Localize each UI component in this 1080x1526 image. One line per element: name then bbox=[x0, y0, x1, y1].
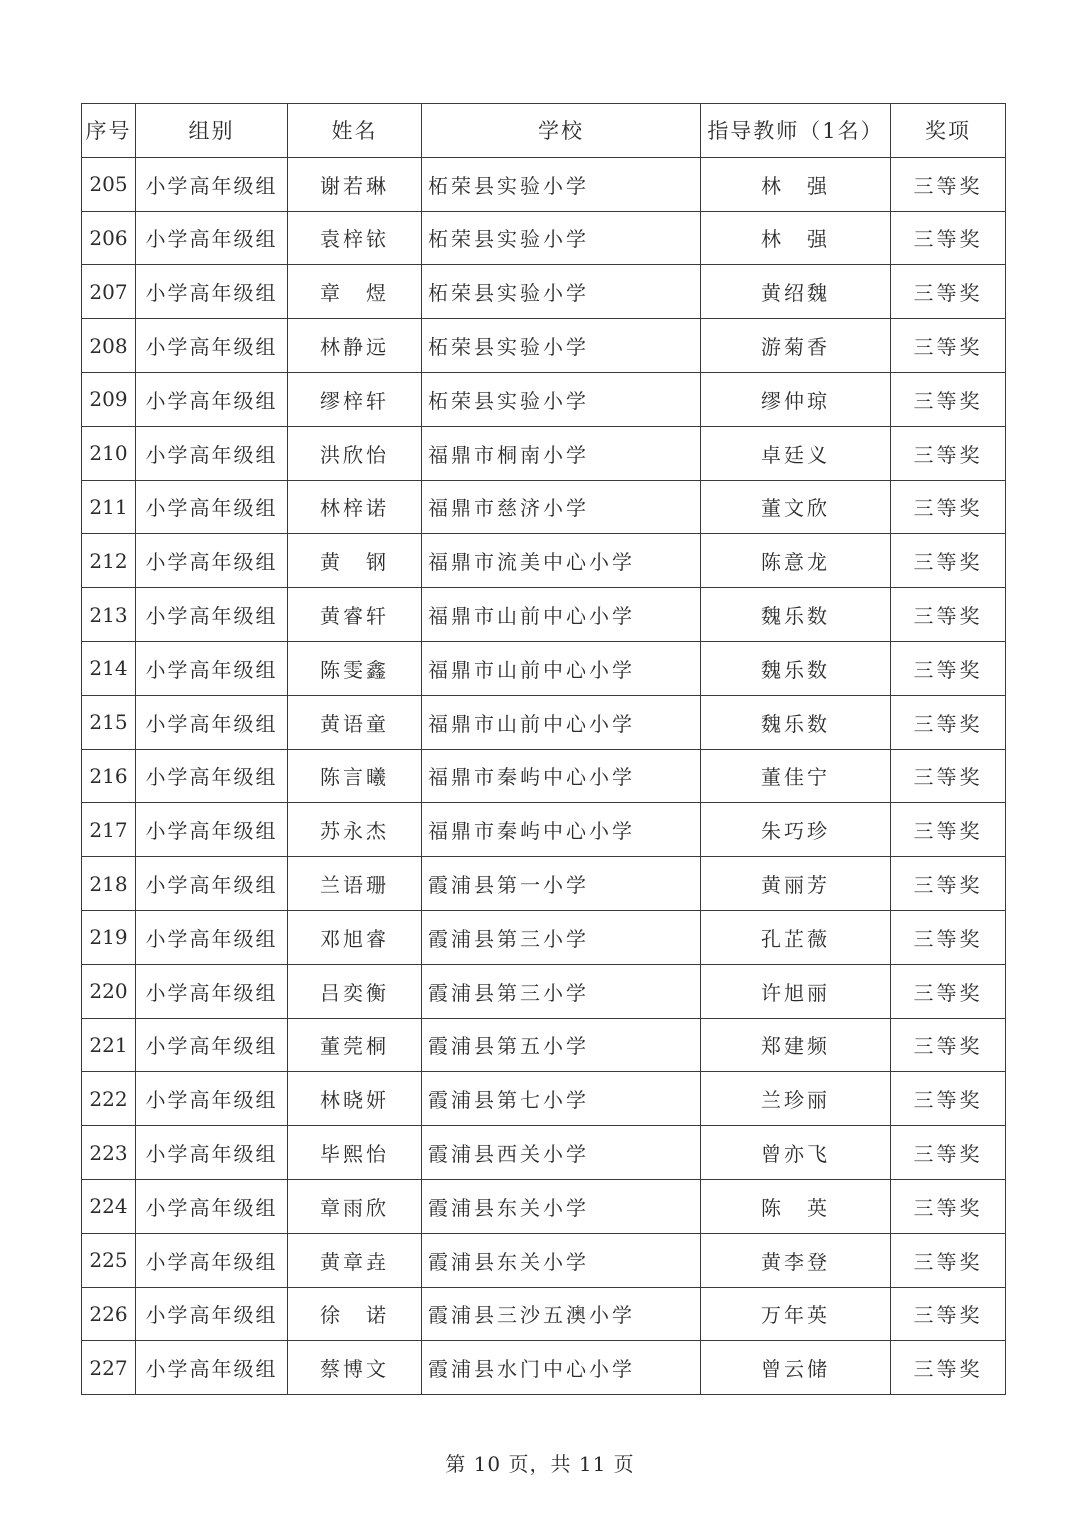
cell-teacher: 兰珍丽 bbox=[701, 1072, 891, 1126]
cell-teacher: 万年英 bbox=[701, 1287, 891, 1341]
cell-name: 林梓诺 bbox=[288, 480, 422, 534]
cell-name: 袁梓铱 bbox=[288, 211, 422, 265]
cell-award: 三等奖 bbox=[891, 211, 1006, 265]
cell-no: 226 bbox=[82, 1287, 136, 1341]
cell-award: 三等奖 bbox=[891, 803, 1006, 857]
table-header-row bbox=[82, 104, 1006, 158]
cell-group: 小学高年级组 bbox=[136, 1018, 288, 1072]
cell-school: 柘荣县实验小学 bbox=[422, 265, 701, 319]
cell-school: 福鼎市山前中心小学 bbox=[422, 641, 701, 695]
cell-group: 小学高年级组 bbox=[136, 964, 288, 1018]
table-row bbox=[82, 910, 1006, 964]
cell-school: 霞浦县西关小学 bbox=[422, 1126, 701, 1180]
cell-no: 224 bbox=[82, 1179, 136, 1233]
header-teacher: 指导教师（1名） bbox=[701, 104, 891, 158]
cell-teacher: 林 强 bbox=[701, 211, 891, 265]
cell-no: 227 bbox=[82, 1341, 136, 1395]
cell-no: 209 bbox=[82, 372, 136, 426]
cell-no: 222 bbox=[82, 1072, 136, 1126]
cell-teacher: 朱巧珍 bbox=[701, 803, 891, 857]
cell-award: 三等奖 bbox=[891, 1233, 1006, 1287]
cell-teacher: 黄李登 bbox=[701, 1233, 891, 1287]
cell-teacher: 魏乐数 bbox=[701, 588, 891, 642]
cell-no: 205 bbox=[82, 157, 136, 211]
cell-name: 蔡博文 bbox=[288, 1341, 422, 1395]
cell-teacher: 许旭丽 bbox=[701, 964, 891, 1018]
table-row bbox=[82, 1126, 1006, 1180]
cell-no: 215 bbox=[82, 695, 136, 749]
cell-no: 213 bbox=[82, 588, 136, 642]
cell-teacher: 孔芷薇 bbox=[701, 910, 891, 964]
cell-name: 兰语珊 bbox=[288, 857, 422, 911]
table-row bbox=[82, 803, 1006, 857]
cell-name: 吕奕衡 bbox=[288, 964, 422, 1018]
cell-name: 章 煜 bbox=[288, 265, 422, 319]
cell-no: 211 bbox=[82, 480, 136, 534]
table-row bbox=[82, 480, 1006, 534]
cell-teacher: 董文欣 bbox=[701, 480, 891, 534]
table-row bbox=[82, 426, 1006, 480]
cell-teacher: 黄丽芳 bbox=[701, 857, 891, 911]
cell-school: 霞浦县水门中心小学 bbox=[422, 1341, 701, 1395]
cell-group: 小学高年级组 bbox=[136, 695, 288, 749]
table-row bbox=[82, 157, 1006, 211]
header-award: 奖项 bbox=[891, 104, 1006, 158]
cell-no: 218 bbox=[82, 857, 136, 911]
cell-no: 210 bbox=[82, 426, 136, 480]
header-name: 姓名 bbox=[288, 104, 422, 158]
cell-award: 三等奖 bbox=[891, 480, 1006, 534]
cell-school: 柘荣县实验小学 bbox=[422, 211, 701, 265]
cell-group: 小学高年级组 bbox=[136, 1072, 288, 1126]
cell-school: 福鼎市山前中心小学 bbox=[422, 695, 701, 749]
cell-name: 章雨欣 bbox=[288, 1179, 422, 1233]
cell-no: 208 bbox=[82, 319, 136, 373]
cell-group: 小学高年级组 bbox=[136, 910, 288, 964]
table-row bbox=[82, 1179, 1006, 1233]
cell-group: 小学高年级组 bbox=[136, 372, 288, 426]
header-no: 序号 bbox=[82, 104, 136, 158]
cell-teacher: 缪仲琼 bbox=[701, 372, 891, 426]
cell-teacher: 郑建频 bbox=[701, 1018, 891, 1072]
table-row bbox=[82, 857, 1006, 911]
cell-no: 206 bbox=[82, 211, 136, 265]
table-body bbox=[82, 157, 1006, 1394]
cell-award: 三等奖 bbox=[891, 910, 1006, 964]
cell-group: 小学高年级组 bbox=[136, 1341, 288, 1395]
table-row bbox=[82, 641, 1006, 695]
cell-group: 小学高年级组 bbox=[136, 319, 288, 373]
cell-group: 小学高年级组 bbox=[136, 749, 288, 803]
cell-award: 三等奖 bbox=[891, 319, 1006, 373]
cell-group: 小学高年级组 bbox=[136, 157, 288, 211]
cell-school: 霞浦县东关小学 bbox=[422, 1179, 701, 1233]
cell-teacher: 董佳宁 bbox=[701, 749, 891, 803]
cell-teacher: 林 强 bbox=[701, 157, 891, 211]
table-row bbox=[82, 1072, 1006, 1126]
table-row bbox=[82, 695, 1006, 749]
cell-award: 三等奖 bbox=[891, 534, 1006, 588]
cell-no: 207 bbox=[82, 265, 136, 319]
cell-award: 三等奖 bbox=[891, 1341, 1006, 1395]
cell-name: 陈言曦 bbox=[288, 749, 422, 803]
cell-name: 苏永杰 bbox=[288, 803, 422, 857]
cell-school: 福鼎市秦屿中心小学 bbox=[422, 803, 701, 857]
cell-school: 霞浦县第三小学 bbox=[422, 910, 701, 964]
table-row bbox=[82, 265, 1006, 319]
cell-school: 霞浦县第五小学 bbox=[422, 1018, 701, 1072]
cell-award: 三等奖 bbox=[891, 1287, 1006, 1341]
cell-award: 三等奖 bbox=[891, 157, 1006, 211]
cell-group: 小学高年级组 bbox=[136, 211, 288, 265]
cell-name: 林晓妍 bbox=[288, 1072, 422, 1126]
cell-school: 霞浦县三沙五澳小学 bbox=[422, 1287, 701, 1341]
table-row bbox=[82, 749, 1006, 803]
cell-school: 柘荣县实验小学 bbox=[422, 372, 701, 426]
cell-teacher: 游菊香 bbox=[701, 319, 891, 373]
header-school: 学校 bbox=[422, 104, 701, 158]
cell-group: 小学高年级组 bbox=[136, 265, 288, 319]
cell-no: 221 bbox=[82, 1018, 136, 1072]
cell-school: 霞浦县第七小学 bbox=[422, 1072, 701, 1126]
cell-school: 福鼎市流美中心小学 bbox=[422, 534, 701, 588]
cell-teacher: 魏乐数 bbox=[701, 695, 891, 749]
cell-teacher: 曾云储 bbox=[701, 1341, 891, 1395]
cell-name: 黄语童 bbox=[288, 695, 422, 749]
table-row bbox=[82, 1018, 1006, 1072]
cell-award: 三等奖 bbox=[891, 426, 1006, 480]
cell-school: 霞浦县第一小学 bbox=[422, 857, 701, 911]
cell-group: 小学高年级组 bbox=[136, 534, 288, 588]
cell-group: 小学高年级组 bbox=[136, 1287, 288, 1341]
cell-name: 洪欣怡 bbox=[288, 426, 422, 480]
cell-no: 217 bbox=[82, 803, 136, 857]
cell-name: 董莞桐 bbox=[288, 1018, 422, 1072]
cell-name: 黄 钢 bbox=[288, 534, 422, 588]
table-row bbox=[82, 534, 1006, 588]
cell-name: 陈雯鑫 bbox=[288, 641, 422, 695]
cell-award: 三等奖 bbox=[891, 265, 1006, 319]
cell-school: 霞浦县第三小学 bbox=[422, 964, 701, 1018]
table-row bbox=[82, 319, 1006, 373]
cell-name: 徐 诺 bbox=[288, 1287, 422, 1341]
cell-group: 小学高年级组 bbox=[136, 1126, 288, 1180]
cell-no: 220 bbox=[82, 964, 136, 1018]
cell-no: 212 bbox=[82, 534, 136, 588]
cell-group: 小学高年级组 bbox=[136, 1179, 288, 1233]
cell-group: 小学高年级组 bbox=[136, 803, 288, 857]
table-row bbox=[82, 588, 1006, 642]
cell-teacher: 魏乐数 bbox=[701, 641, 891, 695]
table-row bbox=[82, 1287, 1006, 1341]
cell-award: 三等奖 bbox=[891, 372, 1006, 426]
cell-group: 小学高年级组 bbox=[136, 1233, 288, 1287]
table-row bbox=[82, 964, 1006, 1018]
cell-award: 三等奖 bbox=[891, 695, 1006, 749]
cell-no: 214 bbox=[82, 641, 136, 695]
page-number: 第 10 页，共 11 页 bbox=[445, 1452, 635, 1476]
header-group: 组别 bbox=[136, 104, 288, 158]
cell-name: 谢若琳 bbox=[288, 157, 422, 211]
cell-award: 三等奖 bbox=[891, 1126, 1006, 1180]
cell-group: 小学高年级组 bbox=[136, 426, 288, 480]
cell-name: 林静远 bbox=[288, 319, 422, 373]
cell-name: 邓旭睿 bbox=[288, 910, 422, 964]
cell-name: 黄睿轩 bbox=[288, 588, 422, 642]
cell-teacher: 陈 英 bbox=[701, 1179, 891, 1233]
cell-teacher: 曾亦飞 bbox=[701, 1126, 891, 1180]
cell-name: 毕熙怡 bbox=[288, 1126, 422, 1180]
cell-award: 三等奖 bbox=[891, 1072, 1006, 1126]
table-row bbox=[82, 211, 1006, 265]
cell-school: 柘荣县实验小学 bbox=[422, 319, 701, 373]
cell-school: 福鼎市山前中心小学 bbox=[422, 588, 701, 642]
cell-school: 福鼎市桐南小学 bbox=[422, 426, 701, 480]
cell-school: 霞浦县东关小学 bbox=[422, 1233, 701, 1287]
cell-name: 缪梓轩 bbox=[288, 372, 422, 426]
cell-school: 福鼎市慈济小学 bbox=[422, 480, 701, 534]
cell-group: 小学高年级组 bbox=[136, 480, 288, 534]
cell-no: 216 bbox=[82, 749, 136, 803]
cell-group: 小学高年级组 bbox=[136, 641, 288, 695]
cell-school: 柘荣县实验小学 bbox=[422, 157, 701, 211]
cell-award: 三等奖 bbox=[891, 1179, 1006, 1233]
cell-group: 小学高年级组 bbox=[136, 588, 288, 642]
cell-name: 黄章垚 bbox=[288, 1233, 422, 1287]
cell-teacher: 陈意龙 bbox=[701, 534, 891, 588]
table-row bbox=[82, 1341, 1006, 1395]
cell-teacher: 黄绍魏 bbox=[701, 265, 891, 319]
cell-award: 三等奖 bbox=[891, 641, 1006, 695]
cell-no: 223 bbox=[82, 1126, 136, 1180]
cell-award: 三等奖 bbox=[891, 1018, 1006, 1072]
cell-no: 225 bbox=[82, 1233, 136, 1287]
cell-school: 福鼎市秦屿中心小学 bbox=[422, 749, 701, 803]
award-table bbox=[81, 103, 1006, 1395]
table-row bbox=[82, 1233, 1006, 1287]
cell-award: 三等奖 bbox=[891, 588, 1006, 642]
cell-no: 219 bbox=[82, 910, 136, 964]
cell-teacher: 卓廷义 bbox=[701, 426, 891, 480]
cell-award: 三等奖 bbox=[891, 964, 1006, 1018]
cell-award: 三等奖 bbox=[891, 749, 1006, 803]
cell-award: 三等奖 bbox=[891, 857, 1006, 911]
cell-group: 小学高年级组 bbox=[136, 857, 288, 911]
table-row bbox=[82, 372, 1006, 426]
